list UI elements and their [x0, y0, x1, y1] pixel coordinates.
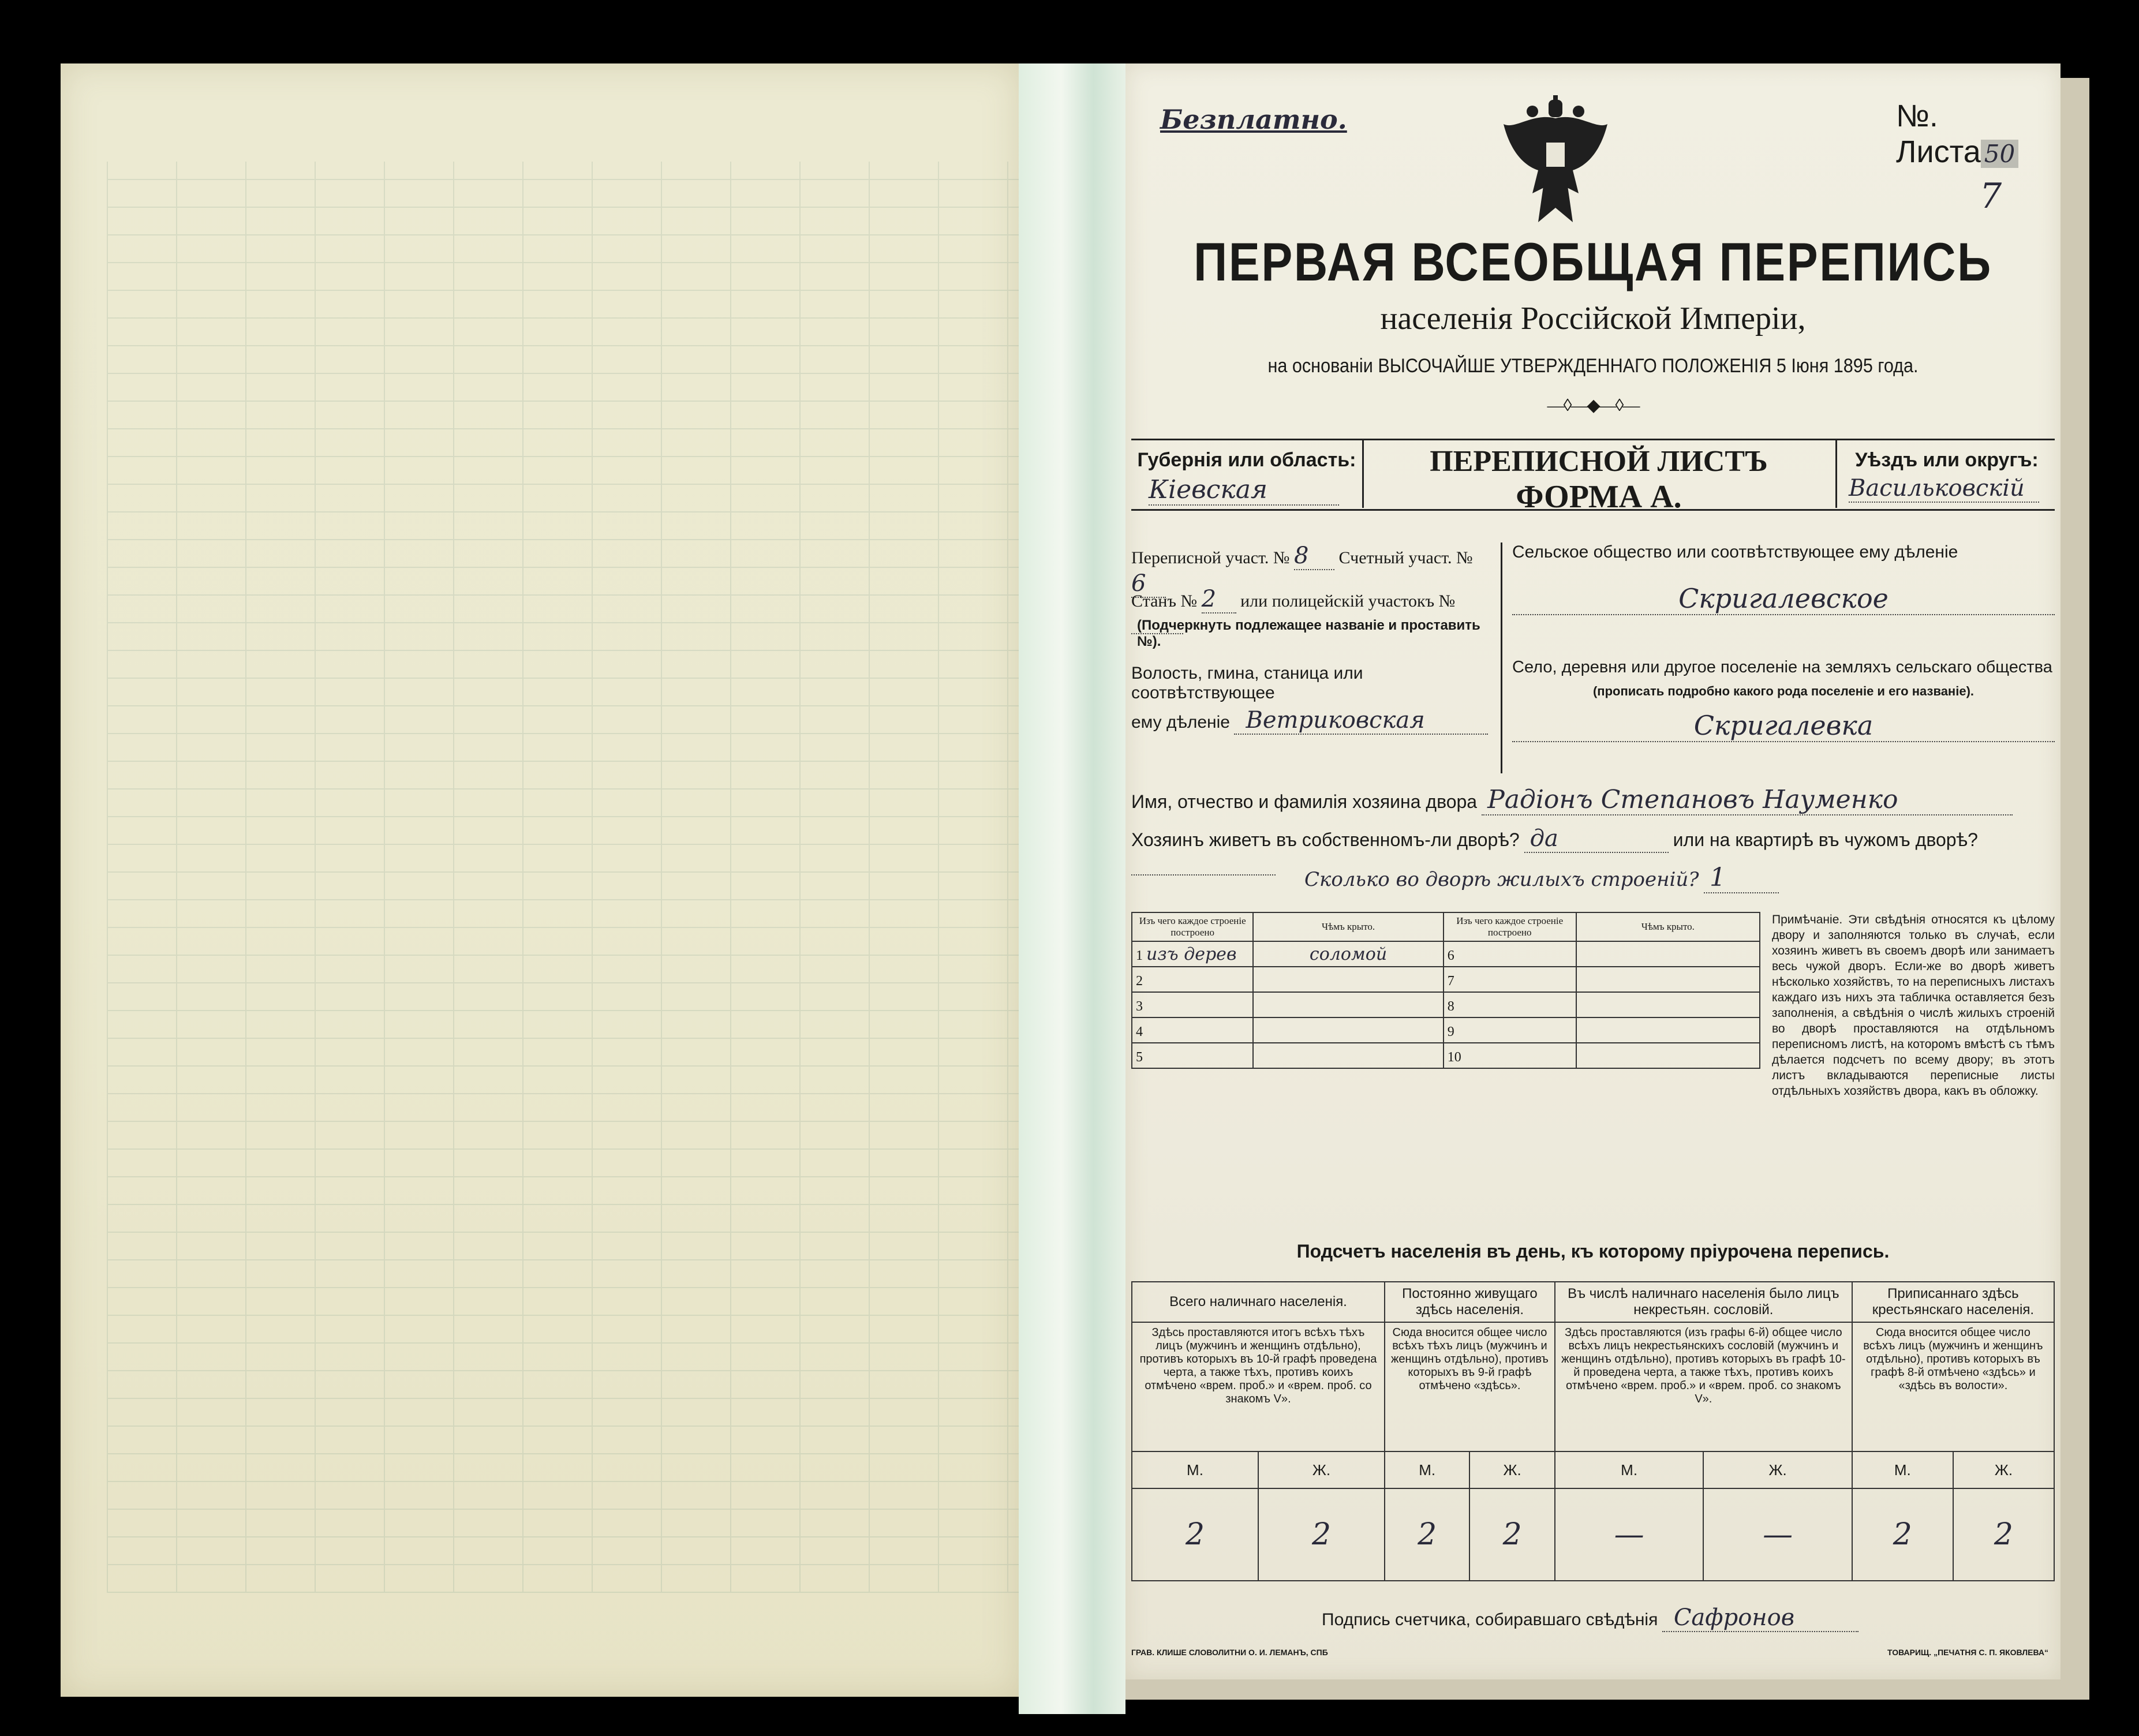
male-label: М. [1555, 1451, 1703, 1488]
population-sex-row [1132, 1451, 2054, 1488]
fields-divider [1501, 542, 1502, 773]
male-count: — [1555, 1488, 1703, 1581]
material-cell-right [1444, 992, 1576, 1017]
underline-note: (Подчеркнуть подлежащее названіе и проставить №). [1137, 618, 1480, 649]
owner-label: Имя, отчество и фамилія хозяина двора [1131, 791, 1478, 812]
form-title-line-2: ФОРМА А. [1516, 479, 1682, 515]
material-cell-left [1132, 1017, 1253, 1043]
col-roof-right: Чѣмъ крыто. [1576, 912, 1760, 941]
roof-cell-left [1253, 967, 1443, 992]
col-roof-left: Чѣмъ крыто. [1253, 912, 1443, 941]
district-label: Уѣздъ или округъ: [1855, 449, 2039, 471]
header-box-bottom-rule [1131, 509, 2055, 511]
volost-value: Ветриковская [1234, 707, 1488, 735]
material-cell-right [1444, 1043, 1576, 1068]
sheet-number-label: №. Листа 50 [1896, 98, 2061, 170]
population-col-desc: Здѣсь проставляются (изъ графы 6-й) общее число всѣхъ лицъ некрестьянскихъ сословій (мужчинъ и женщинъ отдѣльно), противъ которыхъ въ графѣ 10-й проведена черта, а также тѣхъ, противъ коихъ отмѣчено «врем. проб.» и «врем. проб. со знакомъ V». [1555, 1322, 1852, 1451]
row-number: 1 [1136, 948, 1143, 963]
roof-cell-right [1576, 992, 1760, 1017]
village-note: (прописать подробно какого рода поселеніе и его названіе). [1592, 684, 1975, 698]
row-number: 4 [1136, 1024, 1143, 1039]
roof-cell-left: соломой [1253, 941, 1443, 967]
signature-label: Подпись счетчика, собиравшаго свѣдѣнія [1322, 1610, 1658, 1629]
village-label: Село, деревня или другое поселеніе на земляхъ сельскаго общества [1512, 658, 2052, 676]
binding-strip [1019, 63, 1125, 1714]
population-header-row [1132, 1282, 2054, 1322]
volost-label-line-1: Волость, гмина, станица или соотвѣтствующее [1131, 664, 1363, 702]
buildings-table-row [1132, 992, 1760, 1017]
row-number: 7 [1447, 973, 1454, 989]
population-col-desc: Здѣсь проставляются итогъ всѣхъ тѣхъ лицъ (мужчинъ и женщинъ отдѣльно), противъ которыхъ въ 10-й графѣ проведена черта, а также тѣхъ, противъ коихъ отмѣчено «врем. проб.» и «врем. проб. со знакомъ V». [1132, 1322, 1385, 1451]
male-label: М. [1852, 1451, 1953, 1488]
population-col-header: Приписаннаго здѣсь крестьянскаго населенія. [1852, 1282, 2054, 1322]
buildings-note: Примѣчаніе. Эти свѣдѣнія относятся къ цѣлому двору и заполняются только въ случаѣ, если хозяинъ живетъ въ своемъ дворѣ или занимаетъ весь чужой дворъ. Если-же во дворѣ живетъ нѣсколько хозяйствъ, то на переписныхъ листахъ каждаго изъ нихъ эта табличка оставляется безъ заполненія, а свѣдѣнія о числѣ жилыхъ строеній во дворѣ проставляются на отдѣльномъ переписномъ листѣ, на которомъ вмѣстѣ съ тѣмъ дѣлается подсчетъ по всему двору; въ этотъ листъ вкладываются переписные листы отдѣльныхъ хозяйствъ двора, какъ въ обложку. [1772, 913, 2055, 1098]
police-label: или полицейскій участокъ № [1240, 592, 1456, 611]
own-yard-label: Хозяинъ живетъ въ собственномъ-ли дворѣ? [1131, 829, 1520, 850]
col-material-left: Изъ чего каждое строеніе построено [1132, 912, 1253, 941]
buildings-table-row [1132, 1043, 1760, 1068]
roof-cell-left [1253, 992, 1443, 1017]
population-title: Подсчетъ населенія въ день, къ которому пріурочена перепись. [1296, 1241, 1890, 1262]
population-col-header: Постоянно живущаго здѣсь населенія. [1385, 1282, 1555, 1322]
female-label: Ж. [1953, 1451, 2054, 1488]
society-label: Сельское общество или соотвѣтствующее ему дѣленіе [1512, 542, 1958, 562]
roof-cell-left [1253, 1043, 1443, 1068]
female-label: Ж. [1703, 1451, 1852, 1488]
census-form-page [1125, 63, 2061, 1679]
male-label: М. [1385, 1451, 1469, 1488]
roof-cell-right [1576, 967, 1760, 992]
province-box [1131, 439, 1364, 508]
printer-right: ТОВАРИЩ. „ПЕЧАТНЯ С. П. ЯКОВЛЕВА“ [1887, 1648, 2049, 1657]
female-count: 2 [1258, 1488, 1385, 1581]
stan-label: Станъ № [1131, 592, 1198, 611]
ornament-divider: —◊—◆—◊— [1547, 396, 1639, 415]
population-col-header: Въ числѣ наличнаго населенія было лицъ некрестьян. сословій. [1555, 1282, 1852, 1322]
owner-row [1131, 785, 2055, 815]
volost-label-line-2: ему дѣленіе [1131, 713, 1230, 732]
female-count: 2 [1469, 1488, 1554, 1581]
population-col-desc: Сюда вносится общее число всѣхъ тѣхъ лицъ (мужчинъ и женщинъ отдѣльно), противъ которыхъ въ 9-й графѣ отмѣчено «здѣсь». [1385, 1322, 1555, 1451]
row-number: 6 [1447, 948, 1454, 963]
imperial-eagle-emblem-icon [1498, 95, 1613, 234]
row-number: 9 [1447, 1024, 1454, 1039]
buildings-value: 1 [1704, 863, 1779, 893]
owner-value: Радіонъ Степановъ Науменко [1482, 785, 2013, 815]
population-value-row [1132, 1488, 2054, 1581]
material-cell-left [1132, 992, 1253, 1017]
buildings-table-row [1132, 967, 1760, 992]
roof-cell-left [1253, 1017, 1443, 1043]
material-cell-right [1444, 1017, 1576, 1043]
buildings-table-row [1132, 941, 1760, 967]
population-desc-row [1132, 1322, 2054, 1451]
form-title-line-1: ПЕРЕПИСНОЙ ЛИСТЪ [1430, 445, 1768, 478]
male-count: 2 [1852, 1488, 1953, 1581]
female-label: Ж. [1469, 1451, 1554, 1488]
material-cell-left [1132, 1043, 1253, 1068]
rent-label: или на квартирѣ въ чужомъ дворѣ? [1673, 829, 1978, 850]
province-label: Губернія или область: [1137, 449, 1356, 471]
printer-left: ГРАВ. КЛИШЕ СЛОВОЛИТНИ О. И. ЛЕМАНЪ, СПБ [1131, 1648, 1328, 1657]
form-subtitle: населенія Россійской Имперіи, [1380, 301, 1806, 336]
signature-row [1322, 1604, 1899, 1632]
district-value: Васильковскій [1849, 475, 2039, 503]
row-number: 8 [1447, 998, 1454, 1014]
district-box [1835, 439, 2056, 508]
buildings-row [1304, 863, 1882, 893]
count-area-value: 6 [1131, 570, 1166, 598]
corner-number: 7 [1980, 176, 2002, 216]
sheet-number-value: 50 [1981, 140, 2018, 168]
form-title-box [1368, 444, 1830, 515]
stan-value: 2 [1202, 586, 1236, 613]
count-area-label: Счетный участ. № [1338, 548, 1473, 567]
male-label: М. [1132, 1451, 1258, 1488]
male-count: 2 [1132, 1488, 1258, 1581]
material-cell-right [1444, 967, 1576, 992]
volost-row [1131, 707, 1495, 735]
faded-table-grid [107, 162, 1019, 1593]
roof-cell-right [1576, 1017, 1760, 1043]
roof-cell-right [1576, 1043, 1760, 1068]
population-col-desc: Сюда вносится общее число всѣхъ лицъ (мужчинъ и женщинъ отдѣльно), противъ которыхъ въ графѣ 8-й отмѣчено «здѣсь» и «здѣсь въ волости». [1852, 1322, 2054, 1451]
row-number: 5 [1136, 1049, 1143, 1065]
row-number: 10 [1447, 1049, 1461, 1065]
buildings-table-row [1132, 1017, 1760, 1043]
population-table [1131, 1281, 2055, 1581]
female-count: 2 [1953, 1488, 2054, 1581]
male-count: 2 [1385, 1488, 1469, 1581]
form-main-title: ПЕРВАЯ ВСЕОБЩАЯ ПЕРЕПИСЬ [1194, 231, 1992, 292]
population-col-header: Всего наличнаго населенія. [1132, 1282, 1385, 1322]
row-number: 2 [1136, 973, 1143, 989]
province-value: Кіевская [1149, 475, 1339, 506]
col-material-right: Изъ чего каждое строеніе построено [1444, 912, 1576, 941]
form-basis: на основаніи ВЫСОЧАЙШЕ УТВЕРЖДЕННАГО ПОЛОЖЕНІЯ 5 Іюня 1895 года. [1267, 355, 1919, 377]
census-area-label: Переписной участ. № [1131, 548, 1290, 567]
own-yard-value: да [1524, 825, 1669, 853]
material-value: изъ дерев [1146, 944, 1237, 964]
female-count: — [1703, 1488, 1852, 1581]
census-area-value: 8 [1294, 542, 1334, 570]
material-cell-right [1444, 941, 1576, 967]
left-page [61, 63, 1019, 1697]
society-value: Скригалевское [1512, 583, 2055, 615]
free-label: Безплатно. [1160, 104, 1347, 135]
village-value: Скригалевка [1512, 710, 2055, 742]
buildings-label: Сколько во дворѣ жилыхъ строеній? [1304, 868, 1699, 891]
female-label: Ж. [1258, 1451, 1385, 1488]
material-cell-left [1132, 941, 1253, 967]
roof-cell-right [1576, 941, 1760, 967]
buildings-table [1131, 912, 1760, 1069]
signature-value: Сафронов [1662, 1604, 1858, 1632]
row-number: 3 [1136, 998, 1143, 1014]
material-cell-left [1132, 967, 1253, 992]
